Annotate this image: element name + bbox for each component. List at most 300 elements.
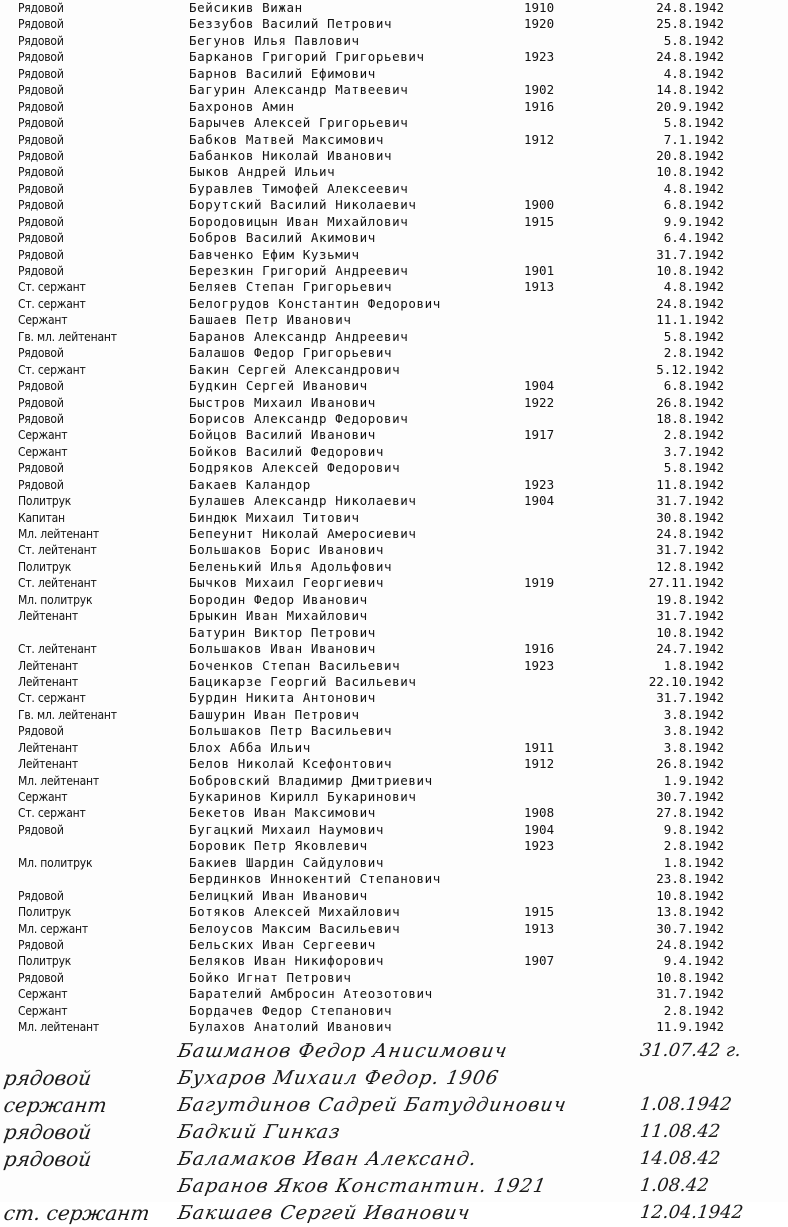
rank-cell: Рядовой (18, 66, 64, 81)
rank-cell: Рядовой (18, 937, 64, 952)
handwritten-rank: рядовой (2, 1147, 94, 1171)
name-cell: Букаринов Кирилл Букаринович (189, 789, 417, 804)
table-row (0, 888, 788, 904)
name-cell: Бакаев Каландор (189, 476, 311, 492)
rank-cell: Капитан (18, 510, 65, 525)
date-cell: 19.8.1942 (656, 591, 724, 607)
name-cell: Брыкин Иван Михайлович (189, 608, 368, 624)
rank-cell: Мл. сержант (18, 921, 88, 936)
handwritten-name: Бадкий Гинказ (176, 1121, 343, 1143)
handwritten-date: 31.07.42 г. (638, 1040, 742, 1061)
table-row (0, 740, 788, 756)
table-row (0, 230, 788, 246)
table-row (0, 263, 788, 279)
table-row (0, 1003, 788, 1019)
name-cell: Белогрудов Константин Федорович (189, 295, 441, 311)
handwritten-date: 1.08.42 (638, 1175, 710, 1196)
date-cell: 31.7.1942 (656, 690, 724, 706)
table-row (0, 559, 788, 575)
name-cell: Борисов Александр Федорович (189, 410, 409, 426)
table-row (0, 510, 788, 526)
name-cell: Бекетов Иван Максимович (189, 805, 376, 821)
date-cell: 27.8.1942 (656, 805, 724, 821)
date-cell: 11.8.1942 (656, 476, 724, 492)
year-cell: 1900 (524, 197, 555, 213)
date-cell: 10.8.1942 (656, 969, 724, 985)
table-row (0, 674, 788, 690)
name-cell: Бугацкий Михаил Наумович (189, 821, 385, 837)
rank-cell: Рядовой (18, 461, 64, 476)
date-cell: 2.8.1942 (663, 427, 724, 443)
date-cell: 7.1.1942 (663, 131, 724, 147)
name-cell: Барканов Григорий Григорьевич (189, 49, 425, 65)
table-row (0, 329, 788, 345)
name-cell: Бегунов Илья Павлович (189, 32, 360, 48)
rank-cell: Рядовой (18, 198, 64, 213)
table-row (0, 460, 788, 476)
rank-cell: Рядовой (18, 148, 64, 163)
name-cell: Багурин Александр Матвеевич (189, 82, 409, 98)
table-row (0, 312, 788, 328)
rank-cell: Рядовой (18, 116, 64, 131)
rank-cell: Ст. лейтенант (18, 543, 97, 558)
rank-cell: Политрук (18, 559, 72, 574)
rank-cell: Сержант (18, 428, 68, 443)
name-cell: Башаев Петр Иванович (189, 312, 352, 328)
date-cell: 2.8.1942 (663, 1002, 724, 1018)
handwritten-additions (0, 1038, 788, 1225)
name-cell: Башурин Иван Петрович (189, 706, 360, 722)
date-cell: 6.8.1942 (663, 378, 724, 394)
year-cell: 1923 (524, 657, 555, 673)
table-row (0, 986, 788, 1002)
name-cell: Быстров Михаил Иванович (189, 394, 376, 410)
table-row (0, 99, 788, 115)
name-cell: Большаков Иван Иванович (189, 641, 376, 657)
name-cell: Батурин Виктор Петрович (189, 624, 376, 640)
name-cell: Боченков Степан Васильевич (189, 657, 401, 673)
table-row (0, 871, 788, 887)
name-cell: Булашев Александр Николаевич (189, 493, 417, 509)
date-cell: 22.10.1942 (648, 673, 724, 689)
rank-cell: Сержант (18, 444, 68, 459)
year-cell: 1915 (524, 904, 555, 920)
date-cell: 3.7.1942 (663, 443, 724, 459)
table-row (0, 658, 788, 674)
rank-cell: Рядовой (18, 17, 64, 32)
name-cell: Бепеунит Николай Амеросиевич (189, 526, 417, 541)
rank-cell: Политрук (18, 905, 72, 920)
date-cell: 9.9.1942 (663, 213, 724, 229)
table-row (0, 132, 788, 148)
name-cell: Блох Абба Ильич (189, 739, 311, 755)
date-cell: 24.8.1942 (656, 295, 724, 311)
date-cell: 26.8.1942 (656, 394, 724, 410)
rank-cell: Рядовой (18, 395, 64, 410)
table-row (0, 723, 788, 739)
date-cell: 5.8.1942 (663, 328, 724, 344)
name-cell: Бородовицын Иван Михайлович (189, 213, 409, 229)
handwritten-name: Багутдинов Садрей Батуддинович (176, 1094, 569, 1116)
table-row (0, 822, 788, 838)
date-cell: 3.8.1942 (663, 739, 724, 755)
name-cell: Бойцов Василий Иванович (189, 427, 376, 443)
date-cell: 30.7.1942 (656, 920, 724, 936)
rank-cell: Ст. лейтенант (18, 642, 97, 657)
name-cell: Бабков Матвей Максимович (189, 131, 385, 147)
rank-cell: Мл. лейтенант (18, 1020, 99, 1035)
rank-cell: Лейтенант (18, 609, 78, 624)
table-row (0, 953, 788, 969)
rank-cell: Ст. сержант (18, 280, 86, 295)
rank-cell: Рядовой (18, 822, 64, 837)
rank-cell: Лейтенант (18, 674, 78, 689)
date-cell: 14.8.1942 (656, 82, 724, 98)
date-cell: 23.8.1942 (656, 871, 724, 887)
date-cell: 4.8.1942 (663, 279, 724, 295)
date-cell: 20.9.1942 (656, 98, 724, 114)
table-row (0, 937, 788, 953)
table-row (0, 575, 788, 591)
rank-cell: Рядовой (18, 83, 64, 98)
name-cell: Будкин Сергей Иванович (189, 378, 368, 394)
date-cell: 11.9.1942 (656, 1019, 724, 1035)
table-row (0, 279, 788, 295)
table-row (0, 395, 788, 411)
handwritten-row (0, 1065, 788, 1092)
rank-cell: Рядовой (18, 132, 64, 147)
rank-cell: Рядовой (18, 214, 64, 229)
table-row (0, 411, 788, 427)
date-cell: 24.8.1942 (656, 936, 724, 952)
year-cell: 1917 (524, 427, 555, 443)
handwritten-rank: рядовой (2, 1120, 94, 1144)
date-cell: 5.12.1942 (656, 361, 724, 377)
handwritten-rank: сержант (2, 1093, 109, 1117)
name-cell: Белов Николай Ксефонтович (189, 756, 393, 772)
name-cell: Бакиев Шардин Сайдулович (189, 854, 385, 870)
table-row (0, 49, 788, 65)
year-cell: 1902 (524, 82, 555, 98)
date-cell: 31.7.1942 (656, 246, 724, 262)
date-cell: 5.8.1942 (663, 32, 724, 48)
rank-cell: Рядовой (18, 50, 64, 65)
name-cell: Бодряков Алексей Федорович (189, 460, 401, 476)
name-cell: Березкин Григорий Андреевич (189, 263, 409, 278)
name-cell: Беляев Степан Григорьевич (189, 279, 393, 295)
name-cell: Бейсикив Вижан (189, 0, 303, 15)
handwritten-row (0, 1119, 788, 1146)
date-cell: 30.8.1942 (656, 509, 724, 525)
table-row (0, 214, 788, 230)
table-row (0, 82, 788, 98)
handwritten-name: Баранов Яков Константин. 1921 (176, 1175, 549, 1197)
year-cell: 1901 (524, 263, 555, 278)
year-cell: 1923 (524, 49, 555, 65)
table-row (0, 247, 788, 263)
year-cell: 1923 (524, 838, 555, 854)
date-cell: 30.7.1942 (656, 789, 724, 804)
name-cell: Ботяков Алексей Михайлович (189, 904, 401, 920)
name-cell: Бахронов Амин (189, 98, 295, 114)
name-cell: Бобровский Владимир Дмитриевич (189, 772, 433, 788)
date-cell: 4.8.1942 (663, 180, 724, 196)
name-cell: Балашов Федор Григорьевич (189, 345, 393, 361)
table-row (0, 181, 788, 197)
table-row (0, 427, 788, 443)
date-cell: 9.4.1942 (663, 953, 724, 969)
date-cell: 27.11.1942 (648, 575, 724, 591)
rank-cell: Лейтенант (18, 740, 78, 755)
year-cell: 1922 (524, 394, 555, 410)
name-cell: Беленький Илья Адольфович (189, 558, 393, 574)
rank-cell: Лейтенант (18, 757, 78, 772)
rank-cell: Рядовой (18, 33, 64, 48)
table-row (0, 838, 788, 854)
name-cell: Бойков Василий Федорович (189, 443, 385, 459)
year-cell: 1920 (524, 16, 555, 32)
year-cell: 1904 (524, 821, 555, 837)
date-cell: 13.8.1942 (656, 904, 724, 920)
name-cell: Бурдин Никита Антонович (189, 690, 376, 706)
date-cell: 31.7.1942 (656, 986, 724, 1002)
table-row (0, 756, 788, 772)
rank-cell: Лейтенант (18, 658, 78, 673)
rank-cell: Политрук (18, 494, 72, 509)
date-cell: 31.7.1942 (656, 493, 724, 509)
table-row (0, 493, 788, 509)
rank-cell: Сержант (18, 1003, 68, 1018)
name-cell: Бакин Сергей Александрович (189, 361, 401, 377)
handwritten-row (0, 1173, 788, 1200)
rank-cell: Рядовой (18, 264, 64, 278)
name-cell: Бычков Михаил Георгиевич (189, 575, 385, 591)
year-cell: 1912 (524, 756, 555, 772)
rank-cell: Рядовой (18, 379, 64, 394)
table-row (0, 921, 788, 937)
year-cell: 1915 (524, 213, 555, 229)
table-row (0, 690, 788, 706)
name-cell: Бердинков Иннокентий Степанович (189, 871, 441, 887)
table-row (0, 66, 788, 82)
table-row (0, 148, 788, 164)
rank-cell: Гв. мл. лейтенант (18, 329, 117, 344)
name-cell: Большаков Петр Васильевич (189, 723, 393, 739)
rank-cell: Мл. лейтенант (18, 773, 99, 788)
name-cell: Борутский Василий Николаевич (189, 197, 417, 213)
handwritten-rank: ст. сержант (2, 1201, 152, 1225)
table-row (0, 855, 788, 871)
rank-cell: Ст. сержант (18, 691, 86, 706)
handwritten-name: Бухаров Михаил Федор. 1906 (176, 1067, 501, 1089)
date-cell: 1.8.1942 (663, 854, 724, 870)
date-cell: 9.8.1942 (663, 821, 724, 837)
table-row (0, 773, 788, 789)
rank-cell: Ст. сержант (18, 296, 86, 311)
rank-cell: Рядовой (18, 346, 64, 361)
rank-cell: Гв. мл. лейтенант (18, 707, 117, 722)
rank-cell: Мл. политрук (18, 592, 93, 607)
rank-cell: Рядовой (18, 724, 64, 739)
table-row (0, 641, 788, 657)
table-row (0, 608, 788, 624)
name-cell: Бордачев Федор Степанович (189, 1002, 393, 1018)
rank-cell: Сержант (18, 313, 68, 328)
date-cell: 10.8.1942 (656, 164, 724, 180)
name-cell: Бойко Игнат Петрович (189, 969, 352, 985)
handwritten-date: 12.04.1942 (638, 1202, 745, 1223)
handwritten-name: Баламаков Иван Александ. (176, 1148, 479, 1170)
date-cell: 3.8.1942 (663, 706, 724, 722)
date-cell: 24.8.1942 (656, 0, 724, 15)
rank-cell: Политрук (18, 954, 72, 969)
handwritten-date: 1.08.1942 (638, 1094, 733, 1115)
handwritten-name: Бакшаев Сергей Иванович (176, 1202, 473, 1224)
name-cell: Бацикарзе Георгий Васильевич (189, 673, 417, 689)
name-cell: Бавченко Ефим Кузьмич (189, 246, 360, 262)
name-cell: Биндюк Михаил Титович (189, 509, 360, 525)
table-row (0, 345, 788, 361)
table-row (0, 625, 788, 641)
name-cell: Булахов Анатолий Иванович (189, 1019, 393, 1035)
rank-cell: Сержант (18, 790, 68, 804)
handwritten-rank: рядовой (2, 1066, 94, 1090)
table-row (0, 707, 788, 723)
date-cell: 6.4.1942 (663, 230, 724, 246)
year-cell: 1910 (524, 0, 555, 15)
rank-cell: Рядовой (18, 1, 64, 15)
date-cell: 26.8.1942 (656, 756, 724, 772)
rank-cell: Мл. политрук (18, 855, 93, 870)
date-cell: 24.8.1942 (656, 49, 724, 65)
name-cell: Белицкий Иван Иванович (189, 887, 368, 903)
handwritten-date: 14.08.42 (638, 1148, 722, 1169)
table-row (0, 970, 788, 986)
name-cell: Большаков Борис Иванович (189, 542, 385, 558)
table-row (0, 0, 788, 16)
table-row (0, 444, 788, 460)
table-row (0, 296, 788, 312)
rank-cell: Рядовой (18, 99, 64, 114)
handwritten-row (0, 1092, 788, 1119)
name-cell: Баранов Александр Андреевич (189, 328, 409, 344)
date-cell: 10.8.1942 (656, 624, 724, 640)
date-cell: 31.7.1942 (656, 542, 724, 558)
date-cell: 5.8.1942 (663, 115, 724, 131)
name-cell: Барнов Василий Ефимович (189, 65, 376, 81)
year-cell: 1913 (524, 279, 555, 295)
rank-cell: Рядовой (18, 970, 64, 985)
rank-cell: Рядовой (18, 231, 64, 246)
name-cell: Боровик Петр Яковлевич (189, 838, 368, 854)
date-cell: 31.7.1942 (656, 608, 724, 624)
table-row (0, 904, 788, 920)
table-row (0, 1019, 788, 1035)
name-cell: Белоусов Максим Васильевич (189, 920, 401, 936)
table-row (0, 197, 788, 213)
date-cell: 1.9.1942 (663, 772, 724, 788)
table-row (0, 164, 788, 180)
table-row (0, 115, 788, 131)
name-cell: Бобров Василий Акимович (189, 230, 376, 246)
year-cell: 1904 (524, 493, 555, 509)
rank-cell: Рядовой (18, 247, 64, 262)
date-cell: 10.8.1942 (656, 887, 724, 903)
table-row (0, 592, 788, 608)
name-cell: Беляков Иван Никифорович (189, 953, 385, 969)
year-cell: 1913 (524, 920, 555, 936)
handwritten-date: 11.08.42 (638, 1121, 722, 1142)
table-row (0, 16, 788, 32)
date-cell: 1.8.1942 (663, 657, 724, 673)
table-row (0, 542, 788, 558)
table-row (0, 362, 788, 378)
date-cell: 4.8.1942 (663, 65, 724, 81)
handwritten-row (0, 1200, 788, 1227)
rank-cell: Ст. сержант (18, 362, 86, 377)
table-row (0, 805, 788, 821)
rank-cell: Рядовой (18, 165, 64, 180)
name-cell: Быков Андрей Ильич (189, 164, 336, 180)
rank-cell: Рядовой (18, 477, 64, 492)
name-cell: Бородин Федор Иванович (189, 591, 368, 607)
year-cell: 1912 (524, 131, 555, 147)
rank-cell: Сержант (18, 987, 68, 1002)
name-cell: Барычев Алексей Григорьевич (189, 115, 409, 131)
year-cell: 1919 (524, 575, 555, 591)
date-cell: 2.8.1942 (663, 345, 724, 361)
handwritten-row (0, 1146, 788, 1173)
handwritten-row (0, 1038, 788, 1065)
date-cell: 25.8.1942 (656, 16, 724, 32)
year-cell: 1904 (524, 378, 555, 394)
table-row (0, 378, 788, 394)
date-cell: 10.8.1942 (656, 263, 724, 278)
date-cell: 20.8.1942 (656, 147, 724, 163)
year-cell: 1911 (524, 739, 555, 755)
name-cell: Беззубов Василий Петрович (189, 16, 393, 32)
table-row (0, 526, 788, 542)
name-cell: Буравлев Тимофей Алексеевич (189, 180, 409, 196)
date-cell: 5.8.1942 (663, 460, 724, 476)
table-row (0, 789, 788, 805)
rank-cell: Ст. лейтенант (18, 576, 97, 591)
year-cell: 1916 (524, 641, 555, 657)
table-row (0, 477, 788, 493)
year-cell: 1923 (524, 476, 555, 492)
year-cell: 1907 (524, 953, 555, 969)
year-cell: 1916 (524, 98, 555, 114)
name-cell: Бабанков Николай Иванович (189, 147, 393, 163)
rank-cell: Рядовой (18, 411, 64, 426)
date-cell: 6.8.1942 (663, 197, 724, 213)
rank-cell: Рядовой (18, 181, 64, 196)
date-cell: 24.8.1942 (656, 526, 724, 541)
name-cell: Барателий Амбросин Атеозотович (189, 986, 433, 1002)
date-cell: 24.7.1942 (656, 641, 724, 657)
date-cell: 3.8.1942 (663, 723, 724, 739)
rank-cell: Ст. сержант (18, 806, 86, 821)
date-cell: 11.1.1942 (656, 312, 724, 328)
year-cell: 1908 (524, 805, 555, 821)
rank-cell: Мл. лейтенант (18, 527, 99, 541)
date-cell: 18.8.1942 (656, 410, 724, 426)
date-cell: 12.8.1942 (656, 558, 724, 574)
name-cell: Бельских Иван Сергеевич (189, 936, 376, 952)
table-row (0, 33, 788, 49)
handwritten-name: Башманов Федор Анисимович (176, 1040, 510, 1062)
date-cell: 2.8.1942 (663, 838, 724, 854)
